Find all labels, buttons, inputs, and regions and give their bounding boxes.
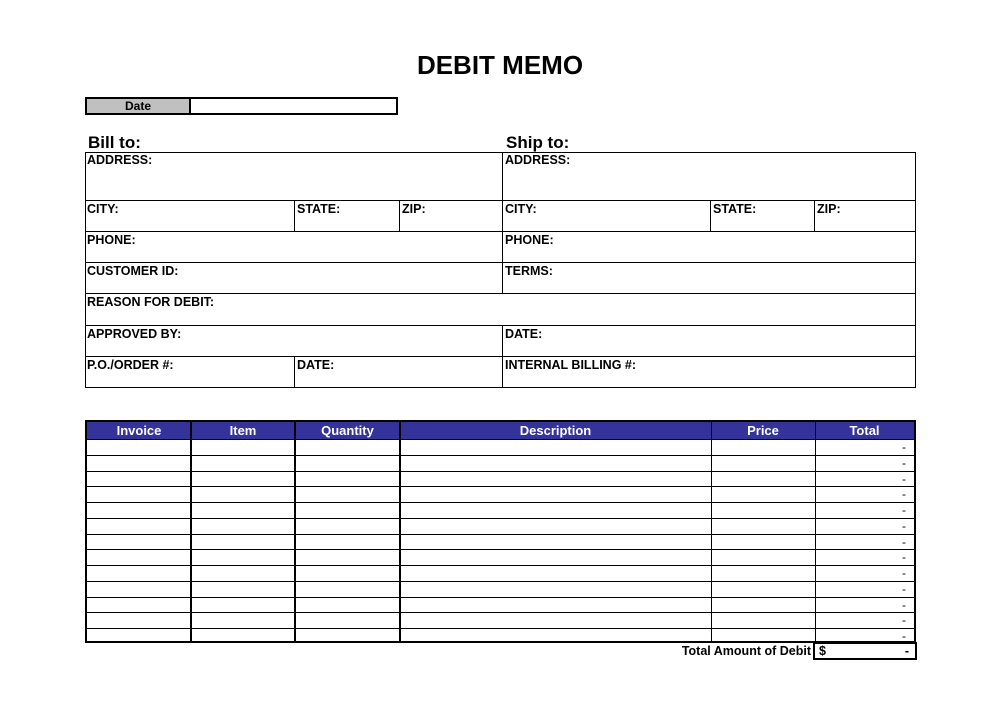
ship-phone-field[interactable]: PHONE: — [502, 231, 916, 263]
table-row[interactable] — [87, 612, 914, 628]
table-row[interactable] — [87, 471, 914, 487]
table-row[interactable] — [87, 502, 914, 518]
row-total-value: - — [902, 550, 906, 565]
table-row[interactable] — [87, 455, 914, 471]
table-row[interactable] — [87, 439, 914, 455]
ship-to-heading: Ship to: — [506, 133, 570, 152]
bill-city-field[interactable]: CITY: — [85, 200, 295, 232]
table-row[interactable] — [87, 565, 914, 581]
terms-field[interactable]: TERMS: — [502, 262, 916, 294]
row-total-value: - — [902, 518, 906, 533]
customer-id-field[interactable]: CUSTOMER ID: — [85, 262, 503, 294]
approved-date-field[interactable]: DATE: — [502, 325, 916, 357]
table-row[interactable] — [87, 534, 914, 550]
column-divider — [294, 422, 296, 641]
row-total-value: - — [902, 503, 906, 517]
column-header-item: Item — [229, 423, 257, 438]
total-amount-label: Total Amount of Debit — [681, 644, 811, 658]
po-order-field[interactable]: P.O./ORDER #: — [85, 356, 295, 388]
row-total-value: - — [902, 613, 906, 628]
table-row[interactable] — [87, 581, 914, 597]
column-divider — [711, 422, 712, 641]
row-total-value: - — [902, 629, 906, 643]
total-amount-value: - — [904, 644, 909, 658]
row-total-value: - — [902, 566, 906, 580]
ship-state-field[interactable]: STATE: — [710, 200, 814, 232]
table-row[interactable] — [87, 518, 914, 534]
items-table — [85, 420, 916, 643]
row-total-value: - — [902, 581, 906, 596]
table-row[interactable] — [87, 597, 914, 613]
info-grid — [85, 152, 916, 388]
date-field-box — [85, 97, 398, 115]
reason-for-debit-field[interactable]: REASON FOR DEBIT: — [85, 293, 916, 325]
date-label: Date — [87, 99, 191, 113]
column-header-quantity: Quantity — [321, 423, 374, 438]
po-date-field[interactable]: DATE: — [294, 356, 503, 388]
currency-symbol: $ — [819, 644, 826, 658]
row-total-value: - — [902, 455, 906, 470]
bill-to-heading: Bill to: — [88, 133, 141, 152]
ship-city-field[interactable]: CITY: — [502, 200, 710, 232]
row-total-value: - — [902, 440, 906, 454]
row-total-value: - — [902, 471, 906, 486]
bill-phone-field[interactable]: PHONE: — [85, 231, 503, 263]
row-total-value: - — [902, 487, 906, 502]
page-title: DEBIT MEMO — [416, 50, 584, 80]
approved-by-field[interactable]: APPROVED BY: — [85, 325, 503, 357]
row-total-value: - — [902, 534, 906, 549]
column-divider — [190, 422, 192, 641]
column-divider — [815, 422, 816, 641]
bill-zip-field[interactable]: ZIP: — [399, 200, 503, 232]
column-header-description: Description — [519, 423, 592, 438]
row-total-value: - — [902, 597, 906, 612]
column-divider — [399, 422, 401, 641]
items-table-header — [87, 422, 914, 439]
table-row[interactable] — [87, 628, 914, 644]
bill-address-field[interactable]: ADDRESS: — [87, 153, 153, 167]
table-row[interactable] — [87, 486, 914, 502]
bill-state-field[interactable]: STATE: — [294, 200, 399, 232]
ship-zip-field[interactable]: ZIP: — [814, 200, 916, 232]
column-header-total: Total — [849, 423, 880, 438]
column-header-invoice: Invoice — [116, 423, 162, 438]
ship-address-field[interactable]: ADDRESS: — [502, 152, 916, 201]
total-amount-box[interactable] — [813, 642, 917, 660]
table-row[interactable] — [87, 549, 914, 565]
date-input[interactable] — [191, 99, 396, 113]
internal-billing-field[interactable]: INTERNAL BILLING #: — [502, 356, 916, 388]
column-header-price: Price — [747, 423, 779, 438]
